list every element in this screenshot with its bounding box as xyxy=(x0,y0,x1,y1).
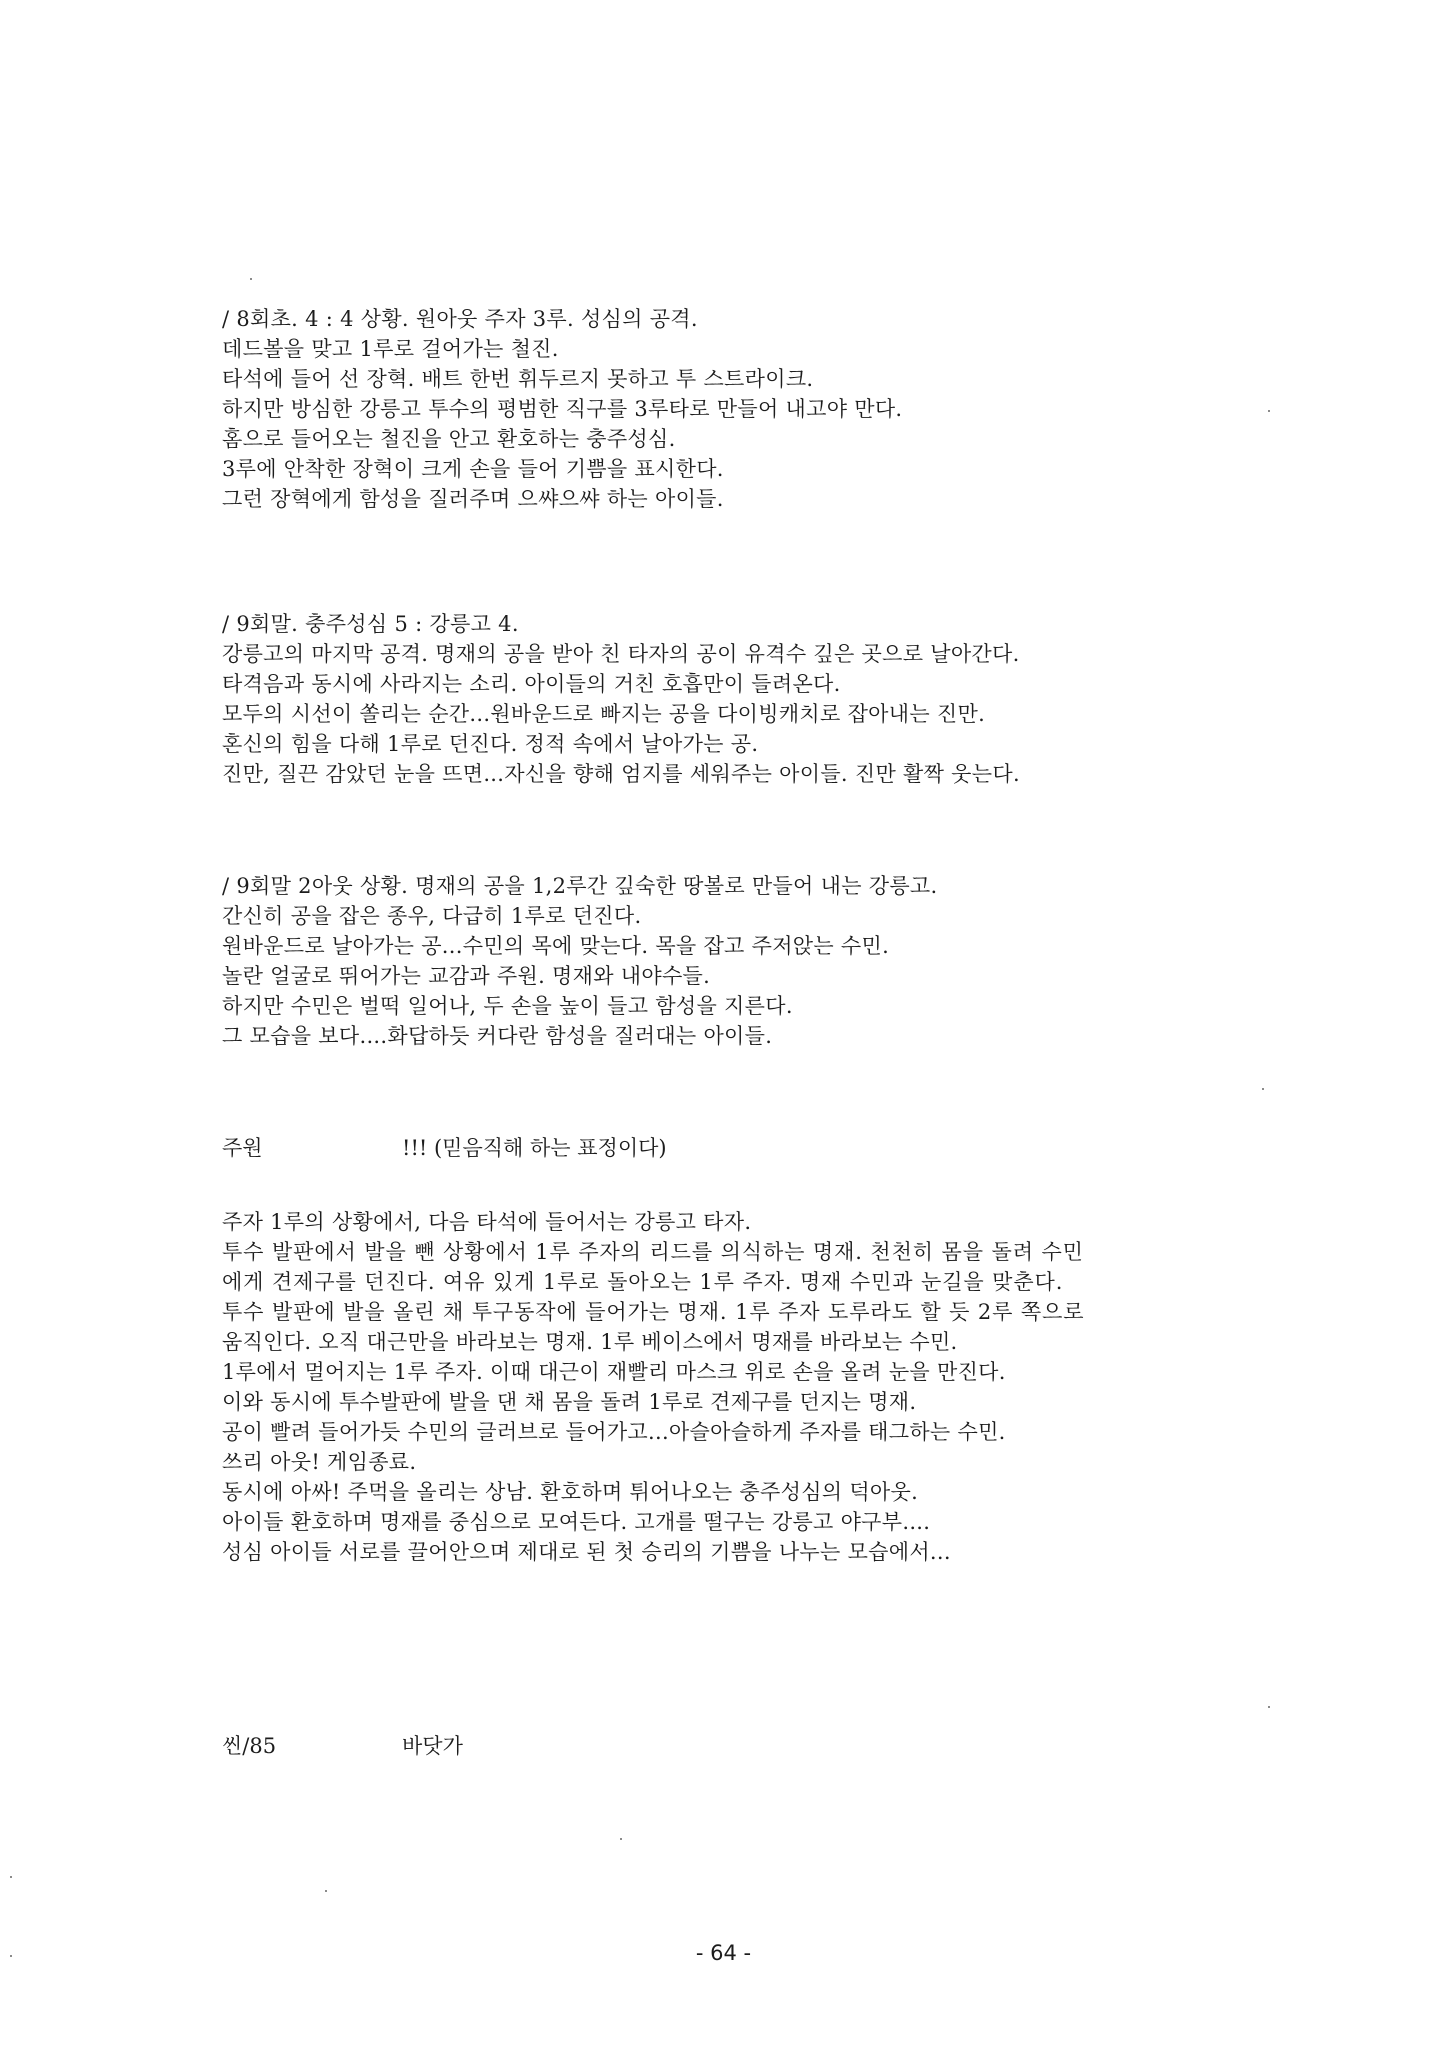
scan-speck xyxy=(10,1876,12,1878)
action-line: 쓰리 아웃! 게임종료. xyxy=(222,1450,417,1474)
action-line: 3루에 안착한 장혁이 크게 손을 들어 기쁨을 표시한다. xyxy=(222,457,724,481)
action-line: 진만, 질끈 감았던 눈을 뜨면...자신을 향해 엄지를 세워주는 아이들. 진만 활짝 웃는다. xyxy=(222,762,1020,786)
scene-action-block-4 xyxy=(222,1207,1232,1567)
action-line: 원바운드로 날아가는 공...수민의 목에 맞는다. 목을 잡고 주저앉는 수민. xyxy=(222,934,890,958)
action-line: 하지만 수민은 벌떡 일어나, 두 손을 높이 들고 함성을 지른다. xyxy=(222,994,793,1018)
scan-speck xyxy=(1268,1706,1270,1708)
action-line: 동시에 아싸! 주먹을 올리는 상남. 환호하며 튀어나오는 충주성심의 덕아웃. xyxy=(222,1480,919,1504)
action-line: 강릉고의 마지막 공격. 명재의 공을 받아 친 타자의 공이 유격수 깊은 곳으로 날아간다. xyxy=(222,642,1020,666)
scene-action-block-3 xyxy=(222,871,1232,1051)
scene-action-block-2 xyxy=(222,609,1232,789)
action-line: / 9회말. 충주성심 5 : 강릉고 4. xyxy=(222,612,519,636)
action-line: 타석에 들어 선 장혁. 배트 한번 휘두르지 못하고 투 스트라이크. xyxy=(222,367,814,391)
scan-speck xyxy=(620,1838,622,1840)
dialogue-line: !!! (믿음직해 하는 표정이다) xyxy=(402,1136,667,1160)
action-line: 데드볼을 맞고 1루로 걸어가는 철진. xyxy=(222,337,559,361)
action-line: 홈으로 들어오는 철진을 안고 환호하는 충주성심. xyxy=(222,427,676,451)
action-line: 놀란 얼굴로 뛰어가는 교감과 주원. 명재와 내야수들. xyxy=(222,964,711,988)
action-line: 이와 동시에 투수발판에 발을 댄 채 몸을 돌려 1루로 견제구를 던지는 명재. xyxy=(222,1390,917,1414)
scan-speck xyxy=(1268,410,1270,412)
action-line: 그 모습을 보다....화답하듯 커다란 함성을 질러대는 아이들. xyxy=(222,1024,773,1048)
scene-location: 바닷가 xyxy=(402,1734,463,1758)
scan-speck xyxy=(250,278,252,280)
action-line: 모두의 시선이 쏠리는 순간...원바운드로 빠지는 공을 다이빙캐치로 잡아내는 진만. xyxy=(222,702,986,726)
action-line: 간신히 공을 잡은 종우, 다급히 1루로 던진다. xyxy=(222,904,642,928)
action-line: 주자 1루의 상황에서, 다음 타석에 들어서는 강릉고 타자. xyxy=(222,1210,752,1234)
action-line: 아이들 환호하며 명재를 중심으로 모여든다. 고개를 떨구는 강릉고 야구부.... xyxy=(222,1510,931,1534)
action-line: 1루에서 멀어지는 1루 주자. 이때 대근이 재빨리 마스크 위로 손을 올려 눈을 만진다. xyxy=(222,1360,1006,1384)
action-line: 그런 장혁에게 함성을 질러주며 으쌰으쌰 하는 아이들. xyxy=(222,487,724,511)
action-line: 타격음과 동시에 사라지는 소리. 아이들의 거친 호흡만이 들려온다. xyxy=(222,672,841,696)
action-line: 에게 견제구를 던진다. 여유 있게 1루로 돌아오는 1루 주자. 명재 수민과 눈길을 맞춘다. xyxy=(222,1270,1064,1294)
action-line: 혼신의 힘을 다해 1루로 던진다. 정적 속에서 날아가는 공. xyxy=(222,732,759,756)
page-number: - 64 - xyxy=(695,1941,752,1965)
scan-speck xyxy=(325,1890,327,1892)
action-line: 움직인다. 오직 대근만을 바라보는 명재. 1루 베이스에서 명재를 바라보는 수민. xyxy=(222,1330,958,1354)
action-line: 하지만 방심한 강릉고 투수의 평범한 직구를 3루타로 만들어 내고야 만다. xyxy=(222,397,903,421)
action-line: 성심 아이들 서로를 끌어안으며 제대로 된 첫 승리의 기쁨을 나누는 모습에서... xyxy=(222,1540,951,1564)
action-line: / 9회말 2아웃 상황. 명재의 공을 1,2루간 깊숙한 땅볼로 만들어 내는 강릉고. xyxy=(222,874,938,898)
scene-number: 씬/85 xyxy=(222,1734,277,1758)
scan-speck xyxy=(1262,1088,1264,1090)
action-line: / 8회초. 4 : 4 상황. 원아웃 주자 3루. 성심의 공격. xyxy=(222,307,698,331)
scene-action-block-1 xyxy=(222,304,1232,514)
action-line: 투수 발판에 발을 올린 채 투구동작에 들어가는 명재. 1루 주자 도루라도 할 듯 2루 쪽으로 xyxy=(222,1300,1085,1324)
scan-speck xyxy=(10,1955,12,1957)
speaker-name: 주원 xyxy=(222,1136,263,1160)
action-line: 투수 발판에서 발을 뺀 상황에서 1루 주자의 리드를 의식하는 명재. 천천히 몸을 돌려 수민 xyxy=(222,1240,1084,1264)
action-line: 공이 빨려 들어가듯 수민의 글러브로 들어가고...아슬아슬하게 주자를 태그하는 수민. xyxy=(222,1420,1006,1444)
